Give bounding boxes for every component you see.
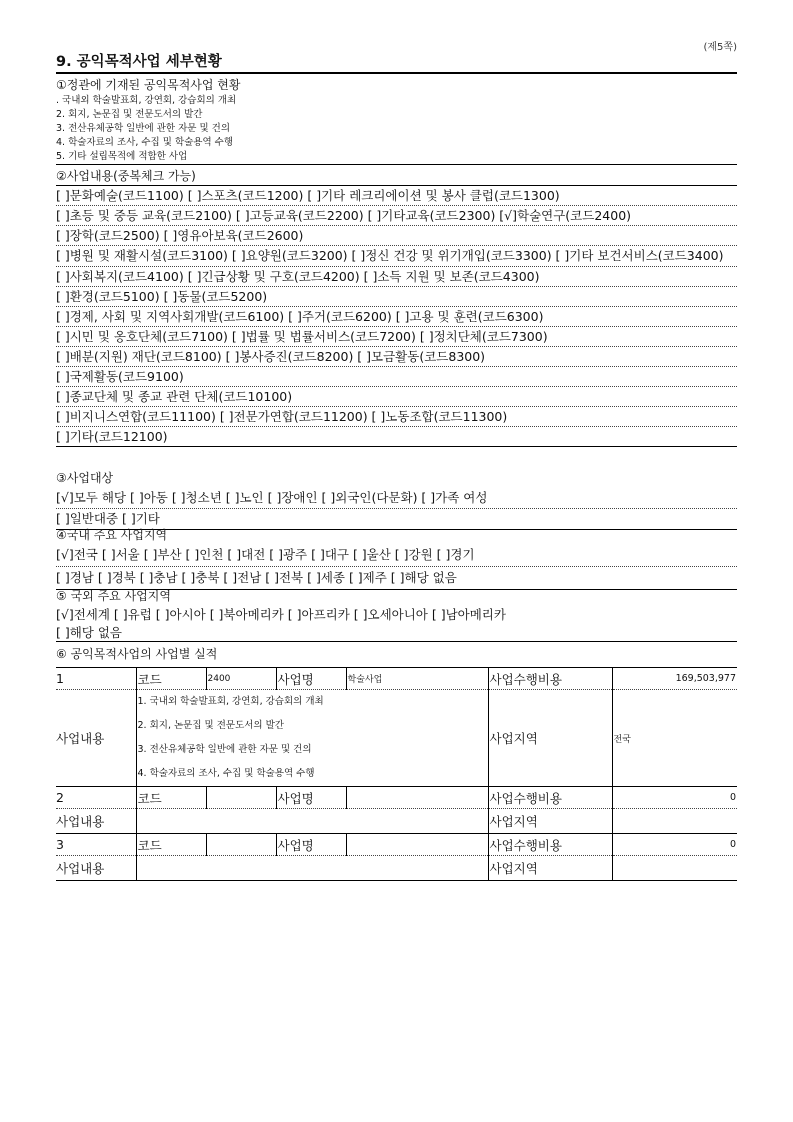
business-target-row: [√]모두 해당 [ ]아동 [ ]청소년 [ ]노인 [ ]장애인 [ ]외국인(다문화) [ ]가족 여성 [56,487,737,509]
region-value: 전국 [612,690,737,787]
code-value [206,834,276,856]
overseas-region-row: [√]전세계 [ ]유럽 [ ]아시아 [ ]북아메리카 [ ]아프리카 [ ]오세아니아 [ ]남아메리카 [56,607,506,622]
overseas-region-heading: ⑤ 국외 주요 사업지역 [56,589,171,603]
cost-value: 0 [612,787,737,809]
performance-heading: ⑥ 공익목적사업의 사업별 실적 [56,647,218,661]
form-number: (제5쪽) [703,42,737,53]
content-label: 사업내용 [56,690,136,787]
business-category-row: [ ]종교단체 및 종교 관련 단체(코드10100) [56,387,737,407]
region-label: 사업지역 [488,856,612,881]
business-target-heading: ③사업대상 [56,471,114,485]
performance-entry-header [56,834,737,856]
performance-entry-detail [56,809,737,834]
content-value [136,856,488,881]
overseas-region-section [56,588,737,642]
business-category-row: [ ]비지니스연합(코드11100) [ ]전문가연합(코드11200) [ ]노동조합(코드11300) [56,407,737,427]
charter-business-heading: ①정관에 기재된 공익목적사업 현황 [56,78,241,92]
business-target-section [56,469,737,530]
cost-label: 사업수행비용 [488,834,612,856]
performance-entry-header [56,668,737,690]
section-title: 9. 공익목적사업 세부현황 [56,53,737,74]
business-category-row: [ ]장학(코드2500) [ ]영유아보육(코드2600) [56,226,737,246]
name-label: 사업명 [276,668,346,690]
business-category-row: [ ]시민 및 옹호단체(코드7100) [ ]법률 및 법률서비스(코드7200) [ ]정치단체(코드7300) [56,327,737,347]
business-category-row: [ ]기타(코드12100) [56,427,737,447]
business-content-heading: ②사업내용(중복체크 가능) [56,168,737,186]
region-label: 사업지역 [488,809,612,834]
entry-number: 3 [56,834,136,856]
domestic-region-row: [ ]경남 [ ]경북 [ ]충남 [ ]충북 [ ]전남 [ ]전북 [ ]세종 [ ]제주 [ ]해당 없음 [56,567,737,590]
content-value [136,690,488,787]
charter-item: . 국내외 학술발표회, 강연회, 강습회의 개최 [56,95,237,106]
content-line: 3. 전산유체공학 일반에 관한 자문 및 건의 [137,744,312,755]
content-line: 2. 회지, 논문집 및 전문도서의 발간 [137,720,284,731]
charter-item: 3. 전산유체공학 일반에 관한 자문 및 건의 [56,123,231,134]
charter-item: 2. 회지, 논문집 및 전문도서의 발간 [56,109,203,120]
name-label: 사업명 [276,787,346,809]
business-category-row: [ ]병원 및 재활시설(코드3100) [ ]요양원(코드3200) [ ]정신 건강 및 위기개입(코드3300) [ ]기타 보건서비스(코드3400) [56,246,737,267]
code-label: 코드 [136,668,206,690]
business-category-row: [ ]국제활동(코드9100) [56,367,737,387]
overseas-region-row: [ ]해당 없음 [56,625,737,642]
charter-item: 5. 기타 설립목적에 적합한 사업 [56,150,737,165]
region-label: 사업지역 [488,690,612,787]
name-label: 사업명 [276,834,346,856]
domestic-region-row: [√]전국 [ ]서울 [ ]부산 [ ]인천 [ ]대전 [ ]광주 [ ]대구 [ ]울산 [ ]강원 [ ]경기 [56,544,737,567]
performance-entry-header [56,787,737,809]
charter-item: 4. 학술자료의 조사, 수집 및 학술용역 수행 [56,137,234,148]
business-content-section [56,168,737,447]
performance-entry-detail [56,856,737,881]
performance-section [56,645,737,664]
business-category-row: [ ]경제, 사회 및 지역사회개발(코드6100) [ ]주거(코드6200) [ ]고용 및 훈련(코드6300) [56,307,737,327]
business-category-row: [ ]초등 및 중등 교육(코드2100) [ ]고등교육(코드2200) [ ]기타교육(코드2300) [√]학술연구(코드2400) [56,206,737,226]
cost-value: 0 [612,834,737,856]
cost-label: 사업수행비용 [488,668,612,690]
performance-entry-detail [56,690,737,787]
entry-number: 1 [56,668,136,690]
region-value [612,809,737,834]
domestic-region-heading: ④국내 주요 사업지역 [56,528,168,542]
region-value [612,856,737,881]
business-category-row: [ ]배분(지원) 재단(코드8100) [ ]봉사증진(코드8200) [ ]모금활동(코드8300) [56,347,737,367]
code-label: 코드 [136,834,206,856]
content-line: 4. 학술자료의 조사, 수집 및 학술용역 수행 [137,768,315,779]
charter-business-section [56,77,737,165]
code-value [206,787,276,809]
code-value: 2400 [206,668,276,690]
entry-number: 2 [56,787,136,809]
domestic-region-section [56,526,737,590]
content-label: 사업내용 [56,856,136,881]
business-target-row: [ ]일반대중 [ ]기타 [56,509,737,530]
business-category-row: [ ]문화예술(코드1100) [ ]스포츠(코드1200) [ ]기타 레크리에이션 및 봉사 클럽(코드1300) [56,186,737,206]
performance-table [56,667,737,881]
business-category-row: [ ]환경(코드5100) [ ]동물(코드5200) [56,287,737,307]
name-value [346,787,488,809]
content-line: 1. 국내외 학술발표회, 강연회, 강습회의 개최 [137,696,324,707]
code-label: 코드 [136,787,206,809]
cost-label: 사업수행비용 [488,787,612,809]
content-value [136,809,488,834]
business-category-row: [ ]사회복지(코드4100) [ ]긴급상황 및 구호(코드4200) [ ]소득 지원 및 보존(코드4300) [56,267,737,287]
cost-value: 169,503,977 [612,668,737,690]
name-value [346,834,488,856]
content-label: 사업내용 [56,809,136,834]
name-value: 학술사업 [346,668,488,690]
